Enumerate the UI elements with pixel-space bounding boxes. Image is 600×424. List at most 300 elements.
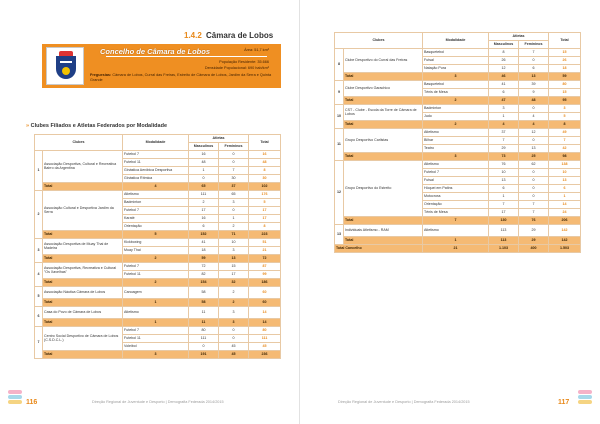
club-name: Clube Desportivo Garachico <box>344 81 423 97</box>
female-count: 12 <box>519 129 549 137</box>
modality: Futebol 7 <box>123 327 189 335</box>
table-row <box>335 225 581 237</box>
total-label: Total <box>344 153 423 161</box>
club-number: 9 <box>335 81 344 105</box>
modality: Futebol 11 <box>123 159 189 167</box>
modality: Futebol 7 <box>123 207 189 215</box>
header-modalidade: Modalidade <box>123 135 189 151</box>
male-total: 58 <box>189 299 219 307</box>
female-count: 62 <box>519 161 549 169</box>
female-total: 29 <box>519 237 549 245</box>
total-label: Total <box>43 231 123 239</box>
club-total-row <box>335 121 581 129</box>
female-count: 7 <box>519 209 549 217</box>
club-name: CST - Clube - Escola da Torre de Câmara de Lobos <box>344 105 423 121</box>
female-count: 0 <box>219 159 249 167</box>
grand-total-row <box>335 245 581 253</box>
modality: Ténis de Mesa <box>423 209 489 217</box>
club-name: Associação Desportiva de Muay Thai de Madeira <box>43 239 123 255</box>
section-title <box>184 31 273 40</box>
table-title <box>26 123 167 129</box>
modality: Atletismo <box>123 191 189 199</box>
header-atletas: Atletas <box>189 135 249 143</box>
row-total: 111 <box>249 335 281 343</box>
female-count: 0 <box>219 207 249 215</box>
male-count: 26 <box>489 57 519 65</box>
header-clubes: Clubes <box>335 33 423 49</box>
row-total: 5 <box>549 113 581 121</box>
female-count: 10 <box>219 239 249 247</box>
male-count: 82 <box>189 271 219 279</box>
club-number: 3 <box>35 239 43 263</box>
male-count: 37 <box>489 129 519 137</box>
female-count: 2 <box>219 223 249 231</box>
club-total: 95 <box>549 97 581 105</box>
female-count: 65 <box>219 191 249 199</box>
table-title-text: Clubes Filiados e Atletas Federados por Modalidade <box>30 123 168 129</box>
female-count: 7 <box>519 49 549 57</box>
row-total: 176 <box>249 191 281 199</box>
modality: Atletismo <box>423 161 489 169</box>
female-total: 25 <box>519 153 549 161</box>
clubs-table-right <box>334 32 581 253</box>
header-femininos: Femininos <box>219 143 249 151</box>
club-total-row <box>335 237 581 245</box>
male-total: 113 <box>489 237 519 245</box>
header-masculinos: Masculinos <box>489 41 519 49</box>
club-number: 7 <box>35 327 43 359</box>
row-total: 26 <box>549 57 581 65</box>
row-total: 7 <box>549 137 581 145</box>
modality: Atletismo <box>123 307 189 319</box>
male-total: 152 <box>189 231 219 239</box>
club-total-row <box>35 319 281 327</box>
modality: Futebol 7 <box>423 169 489 177</box>
banner-title: Concelho de Câmara de Lobos <box>100 47 211 56</box>
total-label: Total <box>344 121 423 129</box>
female-total: 48 <box>519 97 549 105</box>
modality-count: 2 <box>423 121 489 129</box>
club-total-row <box>35 255 281 263</box>
female-total: 45 <box>219 351 249 359</box>
modality: Orientação <box>423 201 489 209</box>
male-count: 8 <box>489 49 519 57</box>
female-count: 0 <box>519 185 549 193</box>
modality-count: 2 <box>123 279 189 287</box>
male-count: 58 <box>189 287 219 299</box>
modality-count: 1 <box>123 319 189 327</box>
male-count: 76 <box>489 161 519 169</box>
male-total: 11 <box>189 319 219 327</box>
modality: Atletismo <box>423 129 489 137</box>
modality-count: 3 <box>123 351 189 359</box>
female-count: 29 <box>519 225 549 237</box>
header-modalidade: Modalidade <box>423 33 489 49</box>
male-count: 16 <box>189 215 219 223</box>
female-count: 45 <box>219 343 249 351</box>
female-total: 76 <box>519 217 549 225</box>
table-title-bullet: » <box>26 123 30 129</box>
coat-of-arms-icon <box>46 47 84 85</box>
male-count: 48 <box>189 159 219 167</box>
club-total-row <box>35 351 281 359</box>
female-count: 0 <box>519 193 549 201</box>
table-row <box>335 129 581 137</box>
row-total: 49 <box>549 129 581 137</box>
male-count: 0 <box>189 175 219 183</box>
parishes-label: Freguesias: <box>90 73 112 77</box>
modality: Canoagem <box>123 287 189 299</box>
modality-count: 2 <box>423 97 489 105</box>
female-total: 3 <box>219 319 249 327</box>
female-count: 3 <box>219 199 249 207</box>
club-number: 2 <box>35 191 43 239</box>
club-total: 60 <box>249 299 281 307</box>
female-total: 4 <box>519 121 549 129</box>
grand-female-total: 400 <box>519 245 549 253</box>
header-total: Total <box>249 135 281 151</box>
row-total: 6 <box>549 185 581 193</box>
female-total: 37 <box>219 183 249 191</box>
club-total-row <box>335 217 581 225</box>
female-count: 0 <box>519 137 549 145</box>
club-name: Centro Social Desportivo de Câmara de Lobos (C.S.D.C.L.) <box>43 327 123 351</box>
row-total: 13 <box>549 177 581 185</box>
header-total: Total <box>549 33 581 49</box>
male-count: 12 <box>489 65 519 73</box>
banner-parishes <box>90 73 276 83</box>
modality: Badminton <box>123 199 189 207</box>
row-total: 16 <box>249 151 281 159</box>
row-total: 15 <box>549 49 581 57</box>
total-label: Total <box>43 319 123 327</box>
total-label: Total <box>43 351 123 359</box>
row-total: 15 <box>549 89 581 97</box>
male-count: 41 <box>189 239 219 247</box>
modality-count: 3 <box>423 73 489 81</box>
male-count: 6 <box>489 185 519 193</box>
female-count: 3 <box>219 247 249 255</box>
row-total: 17 <box>249 215 281 223</box>
table-row <box>35 151 281 159</box>
male-total: 47 <box>489 97 519 105</box>
club-total: 142 <box>549 237 581 245</box>
grand-male-total: 1.103 <box>489 245 519 253</box>
male-total: 154 <box>189 279 219 287</box>
banner-area: Área: 51,7 km² <box>244 48 269 52</box>
female-count: 15 <box>219 263 249 271</box>
male-total: 59 <box>189 255 219 263</box>
club-name: Associação Cultural e Desportiva Jardim da Serra <box>43 191 123 231</box>
header-masculinos: Masculinos <box>189 143 219 151</box>
male-count: 16 <box>189 151 219 159</box>
female-count: 6 <box>519 65 549 73</box>
club-total: 59 <box>549 73 581 81</box>
female-count: 0 <box>519 105 549 113</box>
male-count: 10 <box>489 169 519 177</box>
row-total: 48 <box>249 159 281 167</box>
page-number: 117 <box>558 399 570 406</box>
modality: Bilhar <box>423 137 489 145</box>
club-total: 98 <box>549 153 581 161</box>
female-count: 39 <box>519 81 549 89</box>
male-count: 0 <box>189 343 219 351</box>
modality: Futebol 7 <box>123 151 189 159</box>
modality: Futsal <box>423 177 489 185</box>
page-footer: Direção Regional de Juventude e Desporto | Demografia Federada 2014/2015 <box>92 400 224 404</box>
female-count: 0 <box>519 57 549 65</box>
male-count: 6 <box>189 223 219 231</box>
club-total-row <box>335 153 581 161</box>
club-number: 4 <box>35 263 43 287</box>
male-total: 130 <box>489 217 519 225</box>
club-name: Associação Náutica Câmara de Lobos <box>43 287 123 299</box>
female-count: 4 <box>519 113 549 121</box>
male-count: 3 <box>489 105 519 113</box>
male-count: 29 <box>489 145 519 153</box>
header-femininos: Femininos <box>519 41 549 49</box>
total-label: Total <box>344 73 423 81</box>
modality: Basquetebol <box>423 81 489 89</box>
male-count: 41 <box>489 81 519 89</box>
female-count: 17 <box>219 271 249 279</box>
modality: Ginástica Rítmica <box>123 175 189 183</box>
table-row <box>35 191 281 199</box>
row-total: 51 <box>249 239 281 247</box>
male-count: 111 <box>189 191 219 199</box>
male-total: 46 <box>489 73 519 81</box>
total-label: Total <box>43 279 123 287</box>
female-count: 0 <box>519 177 549 185</box>
table-row <box>35 263 281 271</box>
table-row <box>35 307 281 319</box>
modality: Ginástica Aeróbica Desportiva <box>123 167 189 175</box>
male-count: 18 <box>189 247 219 255</box>
row-total: 99 <box>249 271 281 279</box>
table-row <box>35 327 281 335</box>
club-name: Associação Desportiva, Recreativa e Cultural "Os Xavelhas" <box>43 263 123 279</box>
modality: Natação Pura <box>423 65 489 73</box>
modality-count: 5 <box>123 231 189 239</box>
female-total: 2 <box>219 299 249 307</box>
female-total: 13 <box>219 255 249 263</box>
total-label: Total <box>43 299 123 307</box>
club-number: 8 <box>335 49 344 81</box>
female-count: 3 <box>219 307 249 319</box>
row-total: 5 <box>249 199 281 207</box>
footer-stripes-icon <box>578 390 592 404</box>
total-label: Total <box>43 183 123 191</box>
male-count: 6 <box>489 89 519 97</box>
row-total: 142 <box>549 225 581 237</box>
page-footer: Direção Regional de Juventude e Desporto | Demografia Federada 2014/2015 <box>338 400 470 404</box>
row-total: 17 <box>249 207 281 215</box>
grand-total-label: Total Concelho <box>335 245 423 253</box>
modality: Futebol 7 <box>123 263 189 271</box>
club-number: 13 <box>335 225 344 245</box>
male-total: 65 <box>189 183 219 191</box>
table-row <box>35 287 281 299</box>
female-count: 13 <box>519 145 549 153</box>
female-count: 7 <box>519 201 549 209</box>
female-count: 30 <box>219 175 249 183</box>
club-total-row <box>35 279 281 287</box>
modality: Muay Thai <box>123 247 189 255</box>
modality: Judo <box>423 113 489 121</box>
right-page <box>300 0 600 424</box>
male-count: 7 <box>489 201 519 209</box>
male-count: 80 <box>189 327 219 335</box>
male-count: 7 <box>489 137 519 145</box>
modality-count: 4 <box>123 183 189 191</box>
club-total: 8 <box>549 121 581 129</box>
male-count: 113 <box>489 225 519 237</box>
female-total: 13 <box>519 73 549 81</box>
club-total-row <box>335 97 581 105</box>
header-clubes: Clubes <box>35 135 123 151</box>
modality: Karaté <box>123 215 189 223</box>
total-label: Total <box>344 237 423 245</box>
club-name: Casa do Povo de Câmara de Lobos <box>43 307 123 319</box>
table-row <box>335 105 581 113</box>
club-name: Associação Desportiva, Cultural e Recreativa Bairro da Argentina <box>43 151 123 183</box>
modality-count: 1 <box>423 237 489 245</box>
male-count: 1 <box>489 193 519 201</box>
club-number: 11 <box>335 129 344 161</box>
modality: Futsal <box>423 57 489 65</box>
club-name: Clube Desportivo do Curral das Freiras <box>344 49 423 73</box>
row-total: 80 <box>249 327 281 335</box>
row-total: 21 <box>249 247 281 255</box>
row-total: 138 <box>549 161 581 169</box>
male-count: 1 <box>189 167 219 175</box>
female-count: 0 <box>219 327 249 335</box>
row-total: 8 <box>249 167 281 175</box>
modality: Futebol 11 <box>123 271 189 279</box>
female-total: 71 <box>219 231 249 239</box>
total-label: Total <box>344 97 423 105</box>
row-total: 30 <box>249 175 281 183</box>
female-count: 7 <box>219 167 249 175</box>
club-total: 14 <box>249 319 281 327</box>
banner-density: Densidade Populacional: 690 hab/km² <box>204 66 269 70</box>
section-name: Câmara de Lobos <box>206 31 274 40</box>
grand-modality-count: 21 <box>423 245 489 253</box>
club-total: 223 <box>249 231 281 239</box>
male-total: 4 <box>489 121 519 129</box>
row-total: 14 <box>249 307 281 319</box>
modality-count: 2 <box>123 255 189 263</box>
male-count: 11 <box>189 307 219 319</box>
row-total: 8 <box>249 223 281 231</box>
row-total: 10 <box>549 169 581 177</box>
row-total: 3 <box>549 105 581 113</box>
modality: Voleibol <box>123 343 189 351</box>
club-number: 10 <box>335 105 344 129</box>
club-total: 186 <box>249 279 281 287</box>
parishes-list: Câmara de Lobos, Curral das Freiras, Estreito de Câmara de Lobos, Jardim da Serra e Quinta Grande <box>90 73 272 82</box>
club-total: 206 <box>549 217 581 225</box>
municipality-banner <box>42 44 281 88</box>
banner-divider <box>106 56 267 57</box>
modality: Ténis de Mesa <box>423 89 489 97</box>
modality: Motocross <box>423 193 489 201</box>
male-count: 13 <box>489 177 519 185</box>
club-number: 1 <box>35 151 43 191</box>
male-count: 111 <box>189 335 219 343</box>
row-total: 80 <box>549 81 581 89</box>
modality-count: 7 <box>423 217 489 225</box>
female-count: 9 <box>519 89 549 97</box>
modality: Orientação <box>123 223 189 231</box>
table-row <box>335 161 581 169</box>
clubs-table-left <box>34 134 281 359</box>
club-total: 236 <box>249 351 281 359</box>
table-row <box>35 239 281 247</box>
club-total-row <box>335 73 581 81</box>
male-count: 17 <box>489 209 519 217</box>
footer-stripes-icon <box>8 390 22 404</box>
club-number: 5 <box>35 287 43 307</box>
modality: Hóquei em Patins <box>423 185 489 193</box>
modality: Futebol 11 <box>123 335 189 343</box>
club-name: Grupo Desportivo Carlistas <box>344 129 423 153</box>
club-total: 72 <box>249 255 281 263</box>
row-total: 87 <box>249 263 281 271</box>
male-total: 73 <box>489 153 519 161</box>
male-count: 17 <box>189 207 219 215</box>
male-count: 1 <box>489 113 519 121</box>
total-label: Total <box>43 255 123 263</box>
grand-total: 1.503 <box>549 245 581 253</box>
club-total-row <box>35 183 281 191</box>
table-row <box>335 81 581 89</box>
banner-population: População Residente: 35.666 <box>219 60 269 64</box>
row-total: 60 <box>249 287 281 299</box>
club-total: 102 <box>249 183 281 191</box>
club-total-row <box>35 299 281 307</box>
modality: Atletismo <box>423 225 489 237</box>
total-label: Total <box>344 217 423 225</box>
page-number: 116 <box>26 399 38 406</box>
male-count: 72 <box>189 263 219 271</box>
modality: Basquetebol <box>423 49 489 57</box>
club-name: Grupo Desportivo do Estreito <box>344 161 423 217</box>
female-count: 0 <box>219 335 249 343</box>
row-total: 45 <box>249 343 281 351</box>
female-count: 1 <box>219 215 249 223</box>
row-total: 24 <box>549 209 581 217</box>
modality: Kickboxing <box>123 239 189 247</box>
female-count: 2 <box>219 287 249 299</box>
row-total: 18 <box>549 65 581 73</box>
header-atletas: Atletas <box>489 33 549 41</box>
row-total: 42 <box>549 145 581 153</box>
club-name: Individuais Atletismo - RAM <box>344 225 423 237</box>
modality-count: 3 <box>423 153 489 161</box>
table-row <box>335 49 581 57</box>
female-count: 0 <box>219 151 249 159</box>
row-total: 14 <box>549 201 581 209</box>
club-number: 12 <box>335 161 344 225</box>
club-number: 6 <box>35 307 43 327</box>
section-number: 1.4.2 <box>184 31 202 40</box>
male-count: 2 <box>189 199 219 207</box>
modality: Teatro <box>423 145 489 153</box>
modality-count: 1 <box>123 299 189 307</box>
row-total: 1 <box>549 193 581 201</box>
female-count: 0 <box>519 169 549 177</box>
